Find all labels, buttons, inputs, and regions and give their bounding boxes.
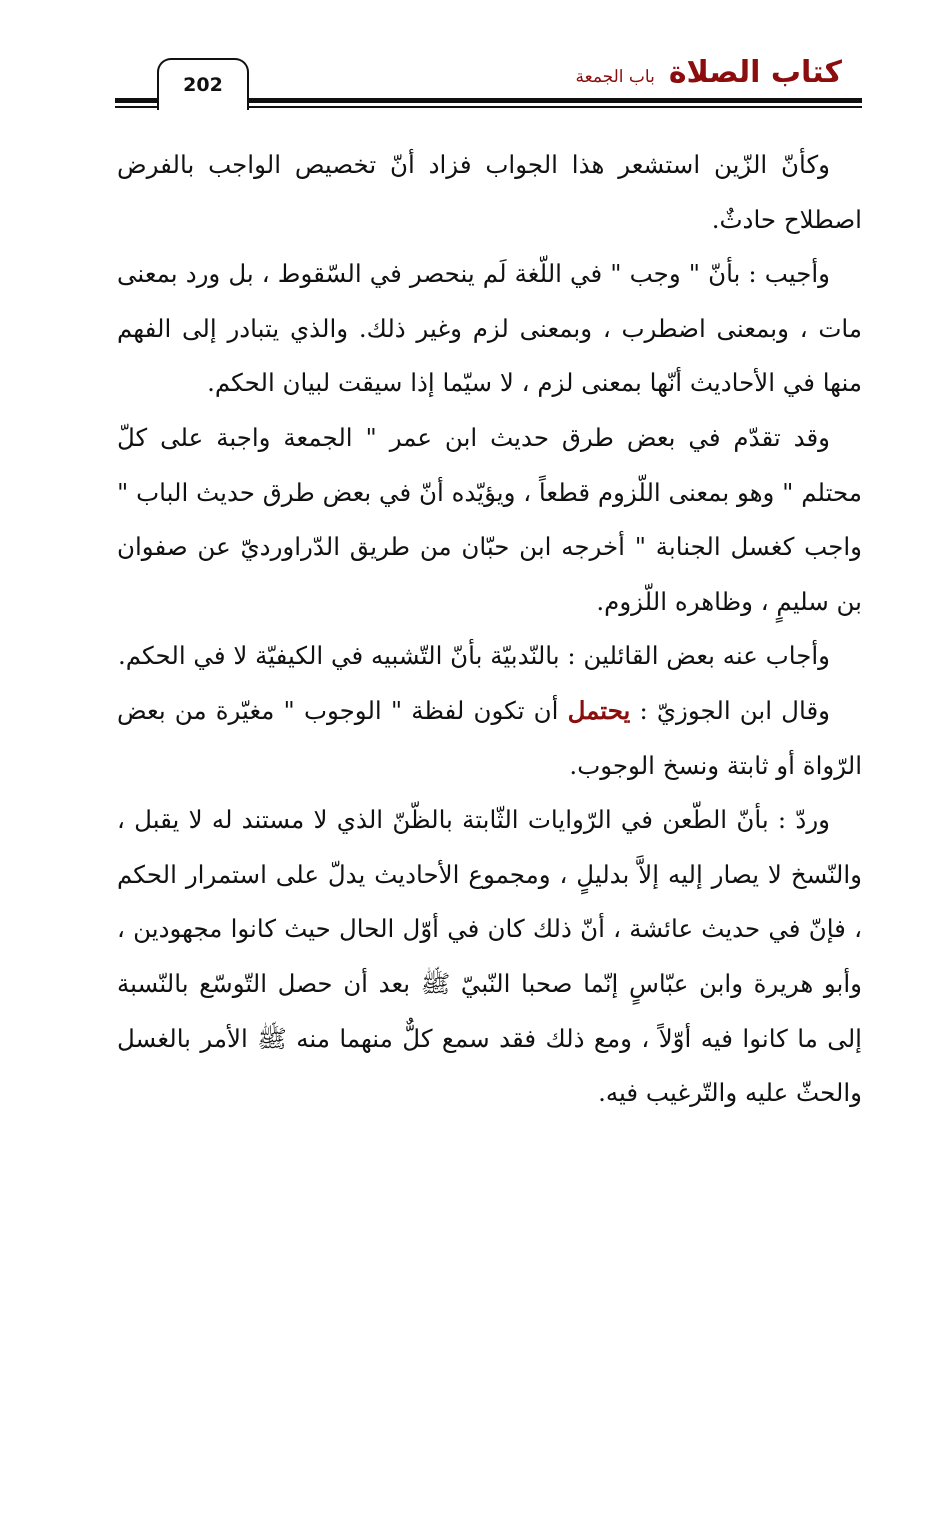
paragraph-5: [117, 684, 862, 793]
book-title: كتاب الصلاة: [668, 55, 842, 90]
paragraph-4: وأجاب عنه بعض القائلين : بالنّدبيّة بأنّ التّشبيه في الكيفيّة لا في الحكم.: [117, 641, 830, 671]
page-body: [117, 138, 862, 1121]
paragraph-3: وقد تقدّم في بعض طرق حديث ابن عمر " الجمعة واجبة على كلّ محتلم " وهو بمعنى اللّزوم قطعاً ، ويؤيّده أنّ في بعض طرق حديث الباب " واجب كغسل الجنابة " أخرجه ابن حبّان من طريق الدّراورديّ عن صفوان بن سليمٍ ، وظاهره اللّزوم.: [117, 422, 862, 616]
page-header: [115, 55, 862, 115]
highlighted-word: يحتمل: [567, 695, 631, 725]
paragraph-2: وأجيب : بأنّ " وجب " في اللّغة لَم ينحصر في السّقوط ، بل ورد بمعنى مات ، وبمعنى اضطرب ، وبمعنى لزم وغير ذلك. والذي يتبادر إلى الفهم منها في الأحاديث أنّها بمعنى لزم ، لا سيّما إذا سيقت لبيان الحكم.: [117, 259, 862, 398]
paragraph-5-end: أن تكون لفظة " الوجوب " مغيّرة من بعض الرّواة أو ثابتة ونسخ الوجوب.: [117, 695, 862, 780]
page-number-box: [157, 58, 249, 110]
paragraph-5-start: وقال ابن الجوزيّ :: [630, 695, 830, 725]
running-title: [576, 55, 843, 90]
chapter-title: باب الجمعة: [575, 67, 655, 87]
paragraph-6: وردّ : بأنّ الطّعن في الرّوايات الثّابتة بالظّنّ الذي لا مستند له لا يقبل ، والنّسخ لا يصار إليه إلاَّ بدليلٍ ، ومجموع الأحاديث يدلّ على استمرار الحكم ، فإنّ في حديث عائشة ، أنّ ذلك كان في أوّل الحال حيث كانوا مجهودين ، وأبو هريرة وابن عبّاسٍ إنّما صحبا النّبيّ ﷺ بعد أن حصل التّوسّع بالنّسبة إلى ما كانوا فيه أوّلاً ، ومع ذلك فقد سمع كلٌّ منهما منه ﷺ الأمر بالغسل والحثّ عليه والتّرغيب فيه.: [117, 805, 862, 1108]
page-number: 202: [183, 74, 223, 96]
paragraph-1: وكأنّ الزّين استشعر هذا الجواب فزاد أنّ تخصيص الواجب بالفرض اصطلاح حادثٌ.: [117, 150, 862, 234]
